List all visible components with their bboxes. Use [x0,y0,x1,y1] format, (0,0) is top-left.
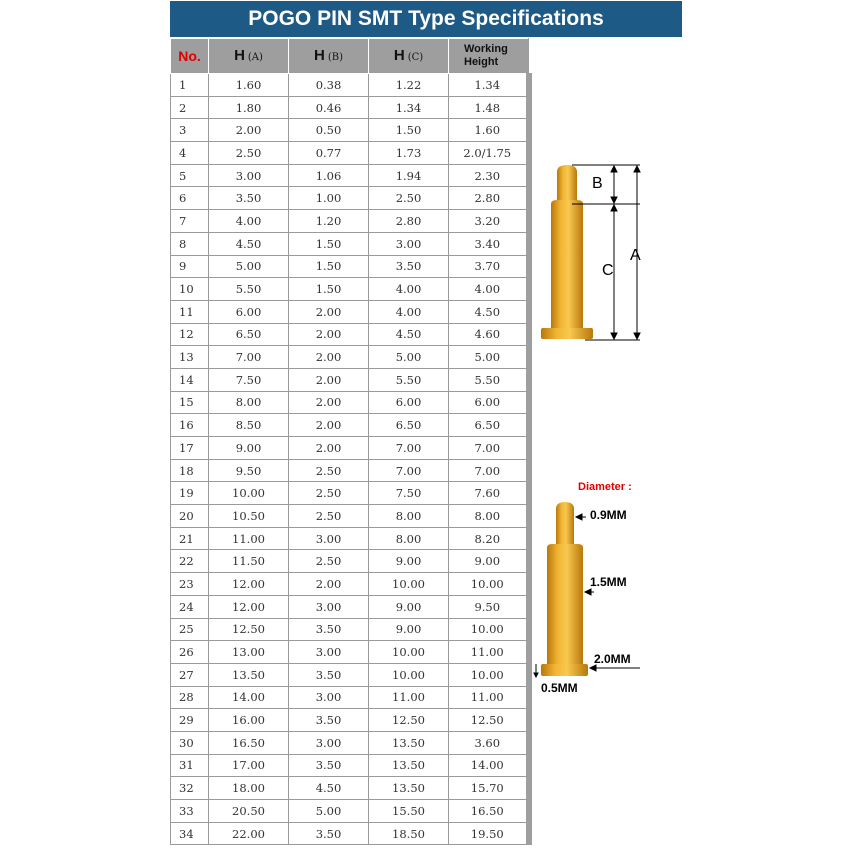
pin-diameter-diagram [534,502,640,677]
cell-working-height: 3.70 [449,255,529,278]
cell-hc: 9.00 [369,595,449,618]
cell-working-height: 4.00 [449,278,529,301]
cell-working-height: 8.00 [449,505,529,528]
diameter-body: 1.5MM [590,575,627,589]
flange-thickness: 0.5MM [541,681,578,695]
cell-ha: 22.00 [209,822,289,845]
cell-ha: 7.00 [209,346,289,369]
cell-no: 12 [171,323,209,346]
cell-ha: 6.00 [209,300,289,323]
cell-no: 28 [171,686,209,709]
cell-hb: 4.50 [289,777,369,800]
cell-hb: 2.00 [289,300,369,323]
cell-ha: 3.50 [209,187,289,210]
cell-ha: 12.00 [209,573,289,596]
cell-no: 9 [171,255,209,278]
cell-ha: 12.00 [209,595,289,618]
cell-ha: 20.50 [209,800,289,823]
cell-hc: 6.00 [369,391,449,414]
cell-hb: 3.00 [289,731,369,754]
header-working-line2: Height [464,56,499,68]
cell-working-height: 2.30 [449,164,529,187]
cell-no: 16 [171,414,209,437]
header-hc-sub: (C) [407,52,424,63]
cell-hb: 3.50 [289,663,369,686]
cell-ha: 10.50 [209,505,289,528]
cell-hb: 2.50 [289,459,369,482]
cell-hb: 1.20 [289,210,369,233]
cell-ha: 13.50 [209,663,289,686]
cell-no: 30 [171,731,209,754]
cell-hb: 1.50 [289,278,369,301]
cell-no: 20 [171,505,209,528]
cell-working-height: 9.50 [449,595,529,618]
cell-hb: 0.38 [289,74,369,97]
cell-no: 32 [171,777,209,800]
cell-no: 33 [171,800,209,823]
cell-ha: 14.00 [209,686,289,709]
cell-no: 34 [171,822,209,845]
cell-hb: 1.50 [289,232,369,255]
cell-ha: 1.80 [209,96,289,119]
cell-working-height: 16.50 [449,800,529,823]
cell-hb: 3.50 [289,618,369,641]
cell-hc: 7.00 [369,437,449,460]
cell-ha: 2.00 [209,119,289,142]
cell-working-height: 7.00 [449,459,529,482]
cell-hc: 1.73 [369,142,449,165]
cell-hc: 10.00 [369,663,449,686]
cell-working-height: 7.00 [449,437,529,460]
cell-working-height: 3.40 [449,232,529,255]
pin-height-diagram [541,165,640,340]
cell-hb: 3.00 [289,595,369,618]
cell-working-height: 19.50 [449,822,529,845]
cell-ha: 8.00 [209,391,289,414]
cell-hc: 12.50 [369,709,449,732]
cell-working-height: 12.50 [449,709,529,732]
cell-working-height: 5.50 [449,368,529,391]
cell-hb: 3.00 [289,641,369,664]
cell-no: 23 [171,573,209,596]
cell-no: 14 [171,368,209,391]
cell-hc: 1.34 [369,96,449,119]
cell-no: 31 [171,754,209,777]
cell-working-height: 5.00 [449,346,529,369]
cell-no: 6 [171,187,209,210]
cell-hb: 3.50 [289,709,369,732]
cell-hc: 5.50 [369,368,449,391]
cell-ha: 5.00 [209,255,289,278]
cell-hb: 3.00 [289,686,369,709]
cell-ha: 10.00 [209,482,289,505]
header-hc-letter: H [393,47,405,64]
cell-hc: 1.94 [369,164,449,187]
cell-ha: 5.50 [209,278,289,301]
diameter-tip: 0.9MM [590,508,627,522]
cell-working-height: 2.0/1.75 [449,142,529,165]
cell-hc: 13.50 [369,731,449,754]
cell-working-height: 9.00 [449,550,529,573]
cell-no: 8 [171,232,209,255]
cell-working-height: 4.60 [449,323,529,346]
cell-hc: 10.00 [369,641,449,664]
cell-ha: 9.50 [209,459,289,482]
cell-hb: 0.77 [289,142,369,165]
cell-no: 2 [171,96,209,119]
cell-ha: 9.00 [209,437,289,460]
cell-no: 21 [171,527,209,550]
cell-hc: 5.00 [369,346,449,369]
cell-no: 27 [171,663,209,686]
cell-no: 1 [171,74,209,97]
cell-no: 26 [171,641,209,664]
cell-hc: 2.50 [369,187,449,210]
header-ha-sub: (A) [247,52,263,63]
cell-working-height: 15.70 [449,777,529,800]
cell-ha: 11.50 [209,550,289,573]
cell-hc: 11.00 [369,686,449,709]
header-no: No. [171,39,209,74]
cell-no: 18 [171,459,209,482]
cell-no: 3 [171,119,209,142]
pin-illustration-lower [541,502,588,676]
cell-no: 5 [171,164,209,187]
cell-working-height: 2.80 [449,187,529,210]
cell-hc: 9.00 [369,618,449,641]
cell-hc: 15.50 [369,800,449,823]
cell-hc: 1.22 [369,74,449,97]
cell-hc: 2.80 [369,210,449,233]
cell-working-height: 7.60 [449,482,529,505]
cell-working-height: 1.60 [449,119,529,142]
cell-ha: 7.50 [209,368,289,391]
cell-working-height: 10.00 [449,663,529,686]
cell-ha: 12.50 [209,618,289,641]
cell-no: 19 [171,482,209,505]
cell-hb: 2.00 [289,323,369,346]
cell-no: 4 [171,142,209,165]
cell-hc: 10.00 [369,573,449,596]
cell-no: 15 [171,391,209,414]
cell-no: 17 [171,437,209,460]
cell-no: 29 [171,709,209,732]
cell-hc: 13.50 [369,754,449,777]
cell-hb: 1.06 [289,164,369,187]
header-hb-sub: (B) [327,52,343,63]
cell-working-height: 10.00 [449,573,529,596]
cell-hc: 4.00 [369,300,449,323]
cell-hc: 3.00 [369,232,449,255]
cell-ha: 11.00 [209,527,289,550]
cell-working-height: 8.20 [449,527,529,550]
cell-ha: 4.00 [209,210,289,233]
cell-hc: 7.50 [369,482,449,505]
cell-hb: 1.50 [289,255,369,278]
cell-no: 13 [171,346,209,369]
cell-working-height: 11.00 [449,641,529,664]
cell-hb: 3.00 [289,527,369,550]
cell-ha: 2.50 [209,142,289,165]
cell-ha: 6.50 [209,323,289,346]
cell-working-height: 14.00 [449,754,529,777]
cell-working-height: 4.50 [449,300,529,323]
cell-ha: 4.50 [209,232,289,255]
cell-working-height: 3.60 [449,731,529,754]
cell-hb: 5.00 [289,800,369,823]
cell-hc: 9.00 [369,550,449,573]
cell-no: 11 [171,300,209,323]
cell-hc: 4.00 [369,278,449,301]
cell-hc: 6.50 [369,414,449,437]
cell-no: 22 [171,550,209,573]
cell-hb: 2.50 [289,505,369,528]
cell-hb: 0.50 [289,119,369,142]
cell-hb: 2.50 [289,550,369,573]
cell-hc: 8.00 [369,505,449,528]
cell-ha: 13.00 [209,641,289,664]
cell-working-height: 3.20 [449,210,529,233]
label-a: A [630,247,641,264]
cell-hb: 2.00 [289,346,369,369]
cell-working-height: 11.00 [449,686,529,709]
label-b: B [592,175,603,192]
cell-hc: 1.50 [369,119,449,142]
cell-no: 10 [171,278,209,301]
cell-ha: 16.50 [209,731,289,754]
cell-ha: 3.00 [209,164,289,187]
cell-hb: 1.00 [289,187,369,210]
cell-hb: 2.00 [289,573,369,596]
cell-hb: 3.50 [289,754,369,777]
cell-hc: 13.50 [369,777,449,800]
cell-ha: 1.60 [209,74,289,97]
cell-hc: 3.50 [369,255,449,278]
diameter-title: Diameter : [578,481,632,493]
page-title: POGO PIN SMT Type Specifications [170,1,682,37]
cell-no: 25 [171,618,209,641]
cell-hb: 2.00 [289,391,369,414]
cell-hc: 7.00 [369,459,449,482]
cell-hb: 0.46 [289,96,369,119]
cell-hb: 3.50 [289,822,369,845]
cell-hb: 2.00 [289,414,369,437]
cell-ha: 16.00 [209,709,289,732]
cell-hc: 8.00 [369,527,449,550]
cell-hc: 18.50 [369,822,449,845]
cell-working-height: 6.50 [449,414,529,437]
cell-working-height: 6.00 [449,391,529,414]
cell-ha: 17.00 [209,754,289,777]
label-c: C [602,262,614,279]
cell-hb: 2.50 [289,482,369,505]
cell-hb: 2.00 [289,437,369,460]
cell-ha: 8.50 [209,414,289,437]
pin-illustration-upper [541,165,593,339]
cell-hb: 2.00 [289,368,369,391]
header-working-line1: Working [464,43,508,55]
cell-no: 7 [171,210,209,233]
header-hb-letter: H [314,47,325,64]
cell-working-height: 10.00 [449,618,529,641]
cell-ha: 18.00 [209,777,289,800]
cell-working-height: 1.48 [449,96,529,119]
cell-hc: 4.50 [369,323,449,346]
cell-no: 24 [171,595,209,618]
cell-working-height: 1.34 [449,74,529,97]
diameter-flange: 2.0MM [594,652,631,666]
header-ha-letter: H [234,47,245,64]
